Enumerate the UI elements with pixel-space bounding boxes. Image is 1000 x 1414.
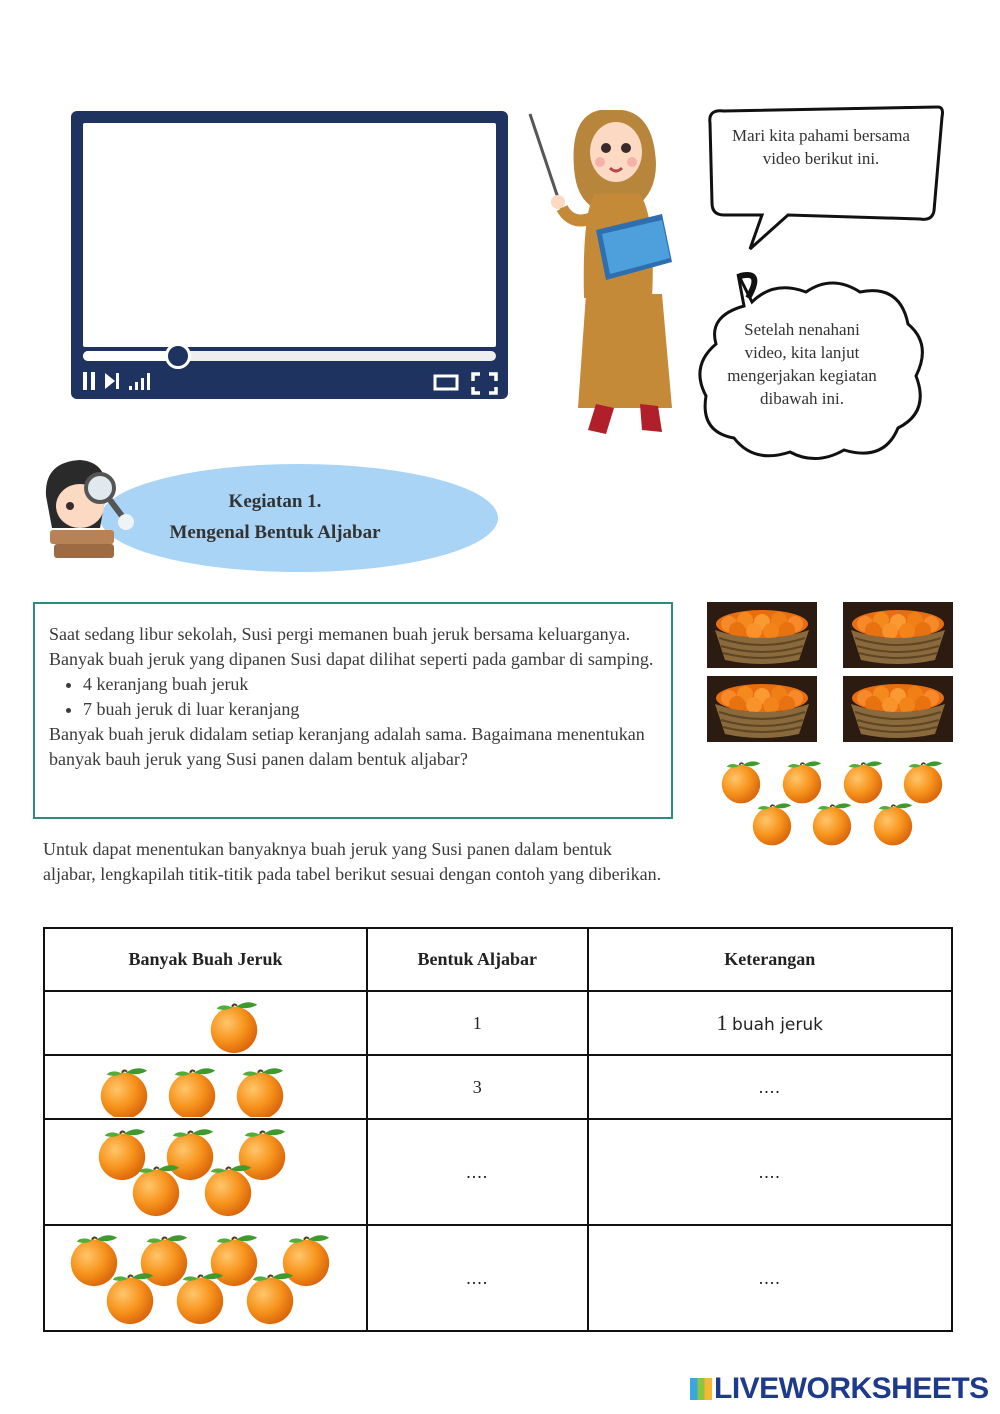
orange-icon (169, 1068, 215, 1117)
orange-icon (107, 1273, 153, 1324)
window-icon[interactable] (435, 376, 457, 389)
keterangan-blank[interactable]: .... (588, 1119, 952, 1225)
basket-photo-4 (843, 676, 953, 742)
progress-knob[interactable] (165, 343, 191, 369)
orange-icon (237, 1068, 283, 1117)
oranges-cell (44, 1055, 367, 1119)
skip-next-icon[interactable] (105, 373, 119, 389)
fullscreen-icon[interactable] (473, 374, 496, 393)
logo-mark-icon (690, 1378, 712, 1400)
signal-bars-icon[interactable] (129, 373, 150, 390)
orange-icon (839, 757, 887, 805)
pause-icon[interactable] (83, 372, 95, 390)
problem-question: Banyak buah jeruk didalam setiap keranjang adalah sama. Bagaimana menentukan banyak bauh jeruk yang Susi panen dalam bentuk aljabar? (49, 724, 645, 769)
instruction-text: Untuk dapat menentukan banyaknya buah jeruk yang Susi panen dalam bentuk aljabar, lengkapilah titik-titik pada tabel berikut sesuai dengan contoh yang diberikan. (43, 839, 662, 884)
bullet-loose-oranges: • 7 buah jeruk di luar keranjang (83, 697, 669, 722)
table-row (44, 1225, 952, 1331)
activity-number: Kegiatan 1. (228, 491, 322, 512)
oranges-group (45, 1122, 366, 1222)
bullet-baskets: • 4 keranjang buah jeruk (83, 672, 669, 697)
teacher-illustration (522, 108, 702, 443)
table-row (44, 1055, 952, 1119)
orange-icon (101, 1068, 147, 1117)
activity-title (120, 486, 430, 548)
orange-icon (133, 1165, 179, 1216)
orange-icon (778, 757, 826, 805)
logo-text: LIVEWORKSHEETS (714, 1372, 989, 1405)
player-left-controls (81, 369, 171, 395)
cloud-bubble-text: Setelah nenahani video, kita lanjut mengerjakan kegiatan dibawah ini. (727, 320, 877, 408)
orange-icon (167, 1129, 213, 1180)
table-row (44, 991, 952, 1055)
basket-photo-3 (707, 676, 817, 742)
oranges-cell (44, 991, 367, 1055)
orange-icon (99, 1129, 145, 1180)
orange-icon (177, 1273, 223, 1324)
worksheet-table (43, 927, 953, 1332)
oranges-cell (44, 1225, 367, 1331)
activity-name: Mengenal Bentuk Aljabar (169, 522, 381, 543)
oranges-cell (44, 1119, 367, 1225)
aljabar-blank[interactable]: .... (367, 1119, 588, 1225)
header-banyak-buah: Banyak Buah Jeruk (44, 928, 367, 991)
keterangan-cell (588, 991, 952, 1055)
player-right-controls (433, 371, 499, 395)
liveworksheets-logo (690, 1372, 989, 1406)
keterangan-text: buah jeruk (732, 1015, 823, 1035)
keterangan-number: 1 (716, 1010, 728, 1035)
aljabar-cell: 1 (367, 991, 588, 1055)
keterangan-blank[interactable]: .... (588, 1055, 952, 1119)
orange-icon (808, 799, 856, 847)
orange-icon (748, 799, 796, 847)
orange-icon (141, 1235, 187, 1286)
video-player[interactable] (71, 111, 508, 399)
oranges-group (45, 1228, 366, 1328)
orange-icon (247, 1273, 293, 1324)
orange-icon (71, 1235, 117, 1286)
header-bentuk-aljabar: Bentuk Aljabar (367, 928, 588, 991)
table-header-row (44, 928, 952, 991)
problem-box (33, 602, 673, 819)
problem-bullets (49, 672, 669, 722)
table-row (44, 1119, 952, 1225)
oranges-group (45, 993, 366, 1053)
speech-bubble-text: Mari kita pahami bersama video berikut ini. (732, 126, 910, 168)
header-keterangan: Keterangan (588, 928, 952, 991)
basket-photo-1 (707, 602, 817, 668)
orange-icon (211, 1235, 257, 1286)
orange-icon (205, 1165, 251, 1216)
video-screen[interactable] (83, 123, 496, 347)
orange-icon (211, 1002, 257, 1053)
basket-photo-2 (843, 602, 953, 668)
aljabar-cell: 3 (367, 1055, 588, 1119)
orange-icon (717, 757, 765, 805)
aljabar-blank[interactable]: .... (367, 1225, 588, 1331)
progress-fill (83, 351, 178, 361)
orange-icon (283, 1235, 329, 1286)
oranges-group (45, 1057, 366, 1117)
orange-icon (899, 757, 947, 805)
orange-icon (239, 1129, 285, 1180)
keterangan-blank[interactable]: .... (588, 1225, 952, 1331)
orange-icon (869, 799, 917, 847)
problem-intro: Saat sedang libur sekolah, Susi pergi memanen buah jeruk bersama keluarganya. Banyak buah jeruk yang dipanen Susi dapat dilihat seperti pada gambar di samping. (49, 624, 654, 669)
